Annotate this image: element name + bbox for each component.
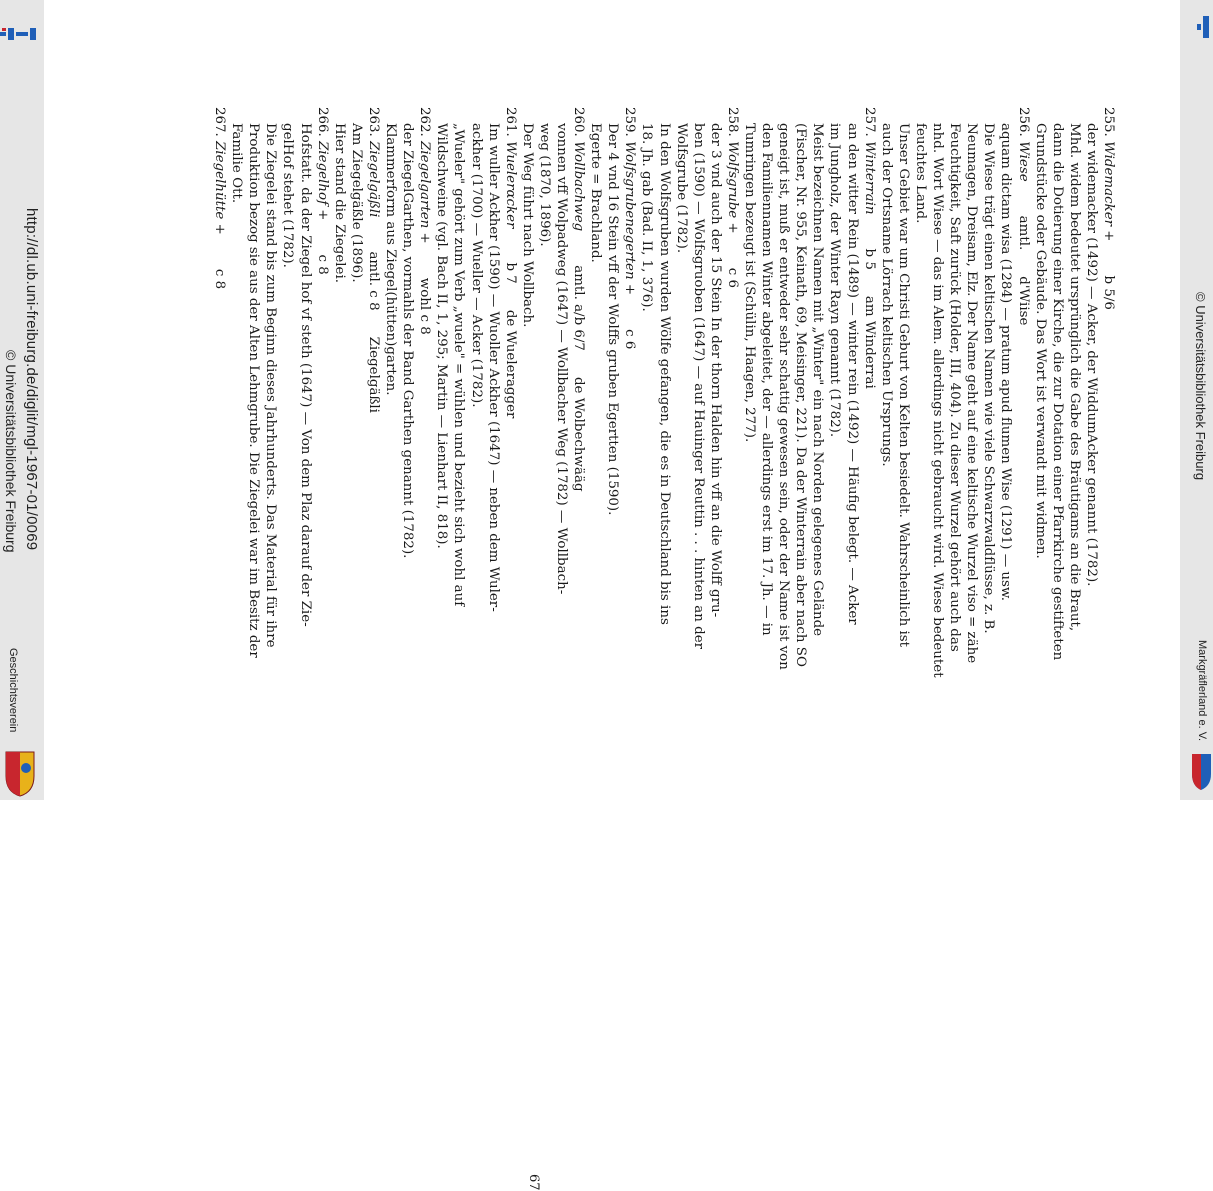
entry-grid-ref: amtl. bbox=[1015, 215, 1031, 251]
entry-dialect-form: d'Wiise bbox=[1015, 276, 1031, 326]
entry-symbol: + bbox=[212, 223, 228, 235]
entry-text-line: Egerte = Brachland. bbox=[588, 123, 604, 263]
entry-text-line: aquam dictam wisa (1284) — pratum apud flumen Wise (1291) — usw. bbox=[998, 123, 1014, 601]
entry-grid-ref: c 8 bbox=[212, 268, 228, 290]
entry-text-line: Mhd. widem bedeutet ursprünglich die Gabe des Bräutigams an die Braut, bbox=[1066, 123, 1082, 632]
entry-text-line: vonnen vff Wolpadweg (1647) — Wollbacher Weg (1782) — Wollbach- bbox=[554, 123, 569, 595]
entry-symbol: + bbox=[622, 283, 638, 296]
entry-text-line: Wildschweine (vgl. Bach II, 1, 295; Martin — Lienhart II, 818). bbox=[434, 123, 450, 549]
entry-term: Ziegelhütte bbox=[212, 141, 228, 220]
entry-number: 267. bbox=[212, 107, 228, 137]
entry-symbol: + bbox=[724, 222, 740, 234]
entry-text-line: an den witter Rein (1489) — winter rein (1492) — Häufig belegt. — Acker bbox=[844, 123, 860, 625]
copyright-label: © Universitätsbibliothek Freiburg bbox=[3, 350, 19, 553]
entry-term: Ziegelhof bbox=[314, 141, 330, 206]
entry-text-line: Feuchtigkeit, Saft zurück (Holder, III, 404). Zu dieser Wurzel gehört auch das bbox=[947, 123, 963, 652]
entry-heading bbox=[416, 107, 433, 687]
entry-text-line: der 3 vnd auch der 15 Stein In der thorn Halden hin vff an die Wolff gru- bbox=[707, 123, 723, 618]
entry-heading bbox=[861, 107, 878, 687]
entry-261 bbox=[433, 107, 518, 687]
entry-grid-ref: c 8 bbox=[314, 254, 330, 275]
entry-number: 259. bbox=[622, 107, 638, 137]
entry-text-line: Am Ziegelgäßle (1896). bbox=[348, 123, 364, 283]
entry-heading bbox=[1014, 107, 1031, 687]
entry-grid-ref: amtl. a/b 6/7 bbox=[571, 265, 587, 351]
entry-number: 262. bbox=[417, 107, 433, 137]
entry-heading bbox=[570, 107, 587, 687]
scanned-page bbox=[37, 107, 1117, 1191]
entry-grid-ref: wohl c 8 bbox=[417, 277, 433, 335]
entry-text-line: im Jungholz, der Winter Rayn genannt (1782). bbox=[827, 123, 843, 438]
entry-258 bbox=[638, 107, 741, 687]
entry-grid-ref: c 6 bbox=[622, 329, 638, 350]
entry-text-line: 18. Jh. gab (Bad. II, 1, 376). bbox=[639, 123, 655, 312]
entry-text-line: Wolfsgrube (1782). bbox=[673, 123, 689, 254]
entry-grid-ref: c 6 bbox=[724, 267, 740, 288]
library-logo-icon bbox=[0, 28, 36, 40]
entry-grid-ref: b 5 bbox=[861, 248, 877, 270]
entry-text-line: auch der Ortsname Lörrach keltischen Ursprungs. bbox=[878, 123, 894, 467]
entry-267 bbox=[211, 107, 228, 687]
library-logo-icon-right bbox=[1195, 16, 1213, 38]
entry-text-line: Unser Gebiet war um Christi Geburt von Kelten besiedelt. Wahrscheinlich ist bbox=[895, 123, 911, 647]
entry-number: 261. bbox=[502, 107, 518, 137]
entry-heading bbox=[621, 107, 638, 687]
entry-dialect-form: am Winderrai bbox=[861, 295, 877, 389]
entry-text-line: Grundstücke oder Gebäude. Das Wort ist verwandt mit widmen. bbox=[1032, 123, 1048, 559]
coat-of-arms-icon bbox=[2, 750, 38, 798]
coat-of-arms-icon-right bbox=[1190, 752, 1213, 792]
entry-heading bbox=[502, 107, 519, 687]
entry-heading bbox=[724, 107, 741, 687]
entry-text-line: Hofstatt. da der Ziegel hof vf steth (1647) — Von dem Plaz darauf der Zie- bbox=[297, 123, 313, 627]
entry-term: Ziegelgarten bbox=[417, 141, 433, 229]
entry-text-line: gelHof stehet (1782). bbox=[280, 123, 296, 268]
entry-257 bbox=[741, 107, 878, 687]
entry-number: 266. bbox=[314, 107, 330, 137]
entry-number: 263. bbox=[365, 107, 381, 137]
entry-symbol: + bbox=[417, 232, 433, 244]
entry-256 bbox=[878, 107, 1032, 687]
entry-text-line: Die Ziegelei stand bis zum Beginn dieses Jahrhunderts. Das Material für ihre bbox=[263, 123, 279, 648]
entry-text-line: Der 4 vnd 16 Stein vff der Wolffs gruben Egertten (1590). bbox=[605, 123, 621, 516]
entry-term: Wollbachweg bbox=[571, 141, 587, 232]
entry-text-line: geneigt ist, muß er entweder sehr schattig gewesen sein, oder der Name ist von bbox=[776, 123, 792, 670]
entry-255 bbox=[1032, 107, 1117, 687]
entry-dialect-form: de Wolbechwääg bbox=[571, 376, 587, 492]
entry-text-line: weg (1870, 1896). bbox=[536, 123, 552, 247]
entry-number: 257. bbox=[861, 107, 877, 137]
entry-number: 255. bbox=[1101, 107, 1116, 137]
entry-263 bbox=[331, 107, 382, 687]
entry-text-line: ben (1590) — Wolfsgruoben (1647) — auf Hauinger Reuttin . . . hinten an der bbox=[690, 123, 706, 650]
entry-text-line: „Wueler" gehört zum Verb „wuele" = wühlen und bezieht sich wohl auf bbox=[451, 123, 467, 607]
right-copyright-label: © Universitätsbibliothek Freiburg bbox=[1193, 292, 1208, 481]
entry-heading bbox=[211, 107, 228, 687]
entry-symbol: + bbox=[314, 209, 330, 221]
entry-term: Winterrain bbox=[861, 141, 877, 215]
entry-text-line: ackher (1700) — Wueller — Acker (1782). bbox=[468, 123, 484, 408]
entry-text-line: feuchtes Land. bbox=[912, 123, 928, 224]
entry-heading bbox=[314, 107, 331, 687]
entry-266 bbox=[228, 107, 331, 687]
entry-number: 256. bbox=[1015, 107, 1031, 137]
entry-term: Widemacker bbox=[1101, 141, 1116, 227]
document-url-label[interactable]: http://dl.ub.uni-freiburg.de/diglit/mgl-1967-01/0069 bbox=[23, 208, 40, 551]
entry-number: 260. bbox=[571, 107, 587, 137]
entry-heading bbox=[365, 107, 382, 687]
entry-list bbox=[211, 107, 1117, 687]
entry-term: Wolfsgrubenegerten bbox=[622, 141, 638, 280]
entry-text-line: Hier stand die Ziegelei. bbox=[331, 123, 347, 284]
entry-text-line: Klammerform aus Ziegel(hütten)garten. bbox=[383, 123, 399, 396]
entry-term: Wuelerαcker bbox=[502, 141, 518, 229]
entry-text-line: Tumringen bezeugt ist (Schülin, Haagen, 277). bbox=[742, 123, 758, 443]
right-credit-label: Markgräflerland e. V. bbox=[1196, 640, 1208, 742]
entry-text-line: Meist bezeichnen Namen mit „Winter" ein nach Norden gelegenes Gelände bbox=[810, 123, 826, 637]
entry-text-line: nhd. Wort Wiese — das im Alem. allerdings nicht gebraucht wird. Wiese bedeutet bbox=[930, 123, 946, 678]
entry-grid-ref: amtl. c 8 bbox=[365, 251, 381, 311]
entry-dialect-form: de Wueleragger bbox=[502, 309, 518, 419]
entry-text-line: Neumagen, Dreisam, Elz. Der Name geht auf eine keltische Wurzel viso = zähe bbox=[964, 123, 980, 664]
page-number: 67 bbox=[526, 1174, 541, 1191]
entry-term: Wiese bbox=[1015, 141, 1031, 182]
entry-text-line: Die Wiese trägt einen keltischen Namen wie viele Schwarzwaldflüsse, z. B. bbox=[981, 123, 997, 634]
entry-symbol: + bbox=[1101, 230, 1116, 242]
entry-262 bbox=[382, 107, 433, 687]
entry-text-line: Produktion bezog sie aus der Alten Lehmgrube. Die Ziegelei war im Besitz der bbox=[246, 123, 262, 658]
entry-heading bbox=[1100, 107, 1117, 687]
entry-number: 258. bbox=[724, 107, 740, 137]
entry-grid-ref: b 5/6 bbox=[1101, 275, 1116, 310]
entry-text-line: Familie Ott. bbox=[229, 123, 245, 204]
entry-260 bbox=[519, 107, 587, 687]
entry-text-line: der widemacker (1492) — Acker, der WiddumAcker genannt (1782). bbox=[1083, 123, 1099, 587]
entry-text-line: den Familiennamen Winter abgeleitet, der — allerdings erst im 17. Jh. — in bbox=[759, 123, 775, 636]
entry-grid-ref: b 7 bbox=[502, 262, 518, 284]
entry-term: Wolfsgrube bbox=[724, 141, 740, 219]
entry-text-line: der ZiegelGarthen, vormahls der Band Garthen genannt (1782). bbox=[400, 123, 416, 559]
publisher-credit-label: Geschichtsverein bbox=[7, 648, 19, 733]
entry-term: Ziegelgäßli bbox=[365, 141, 381, 218]
entry-text-line: Im wuller Ackher (1590) — Wuoller Ackher (1647) — neben dem Wuler- bbox=[485, 123, 501, 612]
entry-259 bbox=[587, 107, 638, 687]
entry-text-line: Der Weg führt nach Wollbach. bbox=[519, 123, 535, 328]
entry-text-line: In den Wolfsgruben wurden Wölfe gefangen, die es in Deutschland bis ins bbox=[656, 123, 672, 625]
entry-dialect-form: Ziegelgäßli bbox=[365, 336, 381, 413]
entry-text-line: (Fischer, Nr. 955, Keinath, 69, Meisinger, 221). Da der Winterrain aber nach SO bbox=[793, 123, 809, 667]
entry-text-line: dann die Dotierung einer Kirche, die zur Dotation einer Pfarrkirche gestifteten bbox=[1049, 123, 1065, 661]
